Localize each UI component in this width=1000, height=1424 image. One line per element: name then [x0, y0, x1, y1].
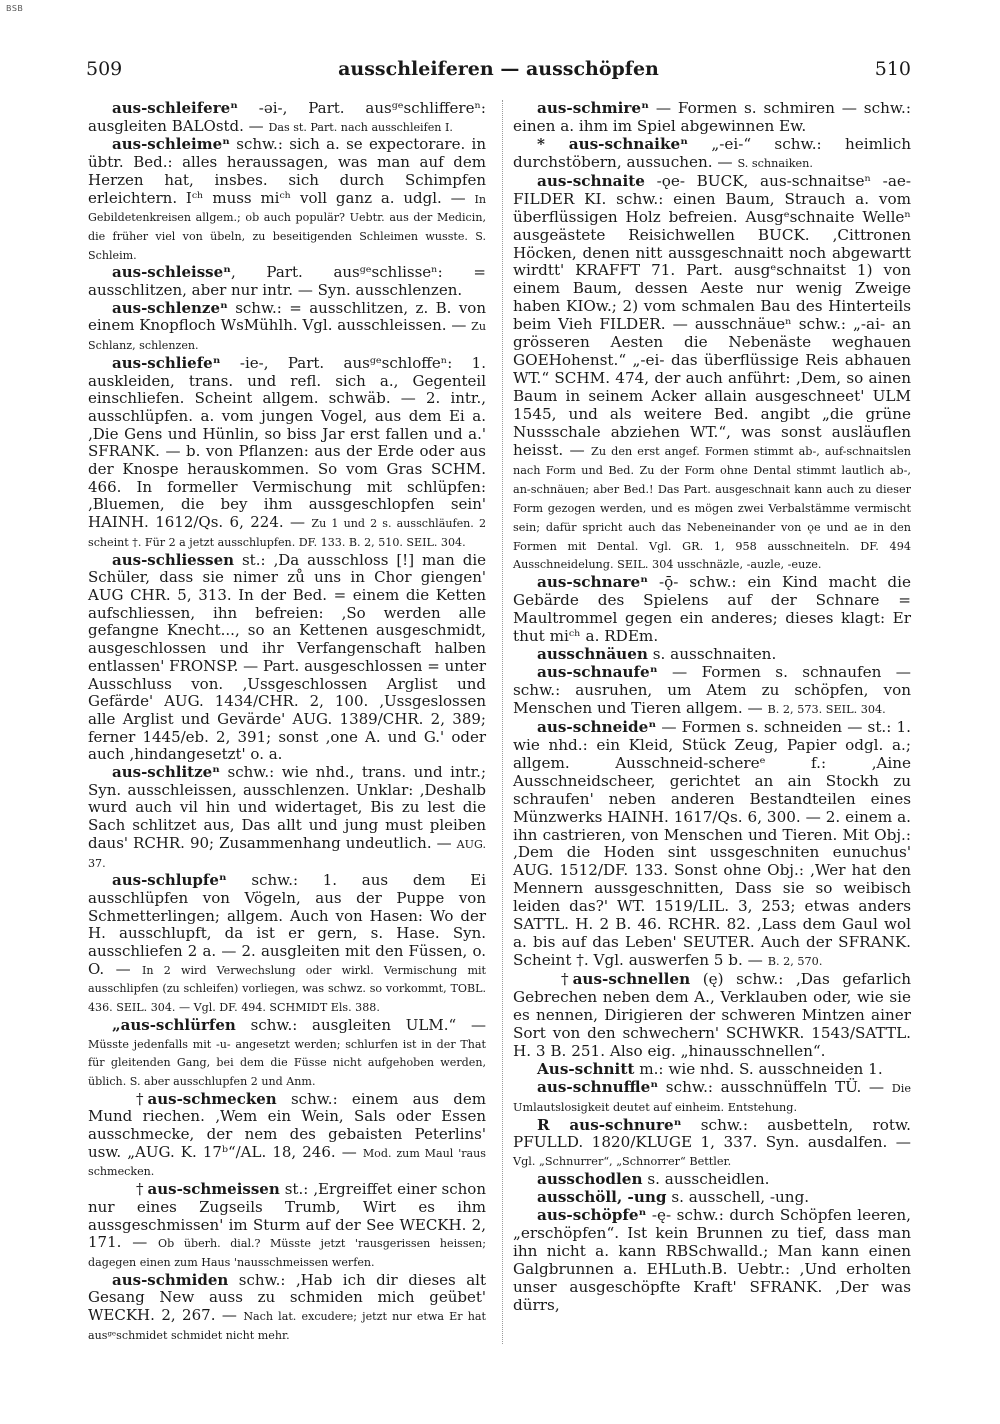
dictionary-entry	[513, 1061, 911, 1079]
dagger-mark: †	[136, 1089, 144, 1108]
entry-headword: aus-schliessen	[112, 550, 235, 569]
entry-definition: (ę) schw.: ‚Das gefarlich Gebrechen neben dem A., Verklauben oder, wie sie es nennen, Dirigieren der schweren Mintzen ainer Sort von den schwechern' SCHWKR. 1543/SATTL. H. 3 B. 251. Also eig. „hinausschnellen“.	[513, 970, 911, 1060]
entry-note: B. 2, 573. SEIL. 304.	[767, 702, 886, 716]
entry-headword: aus-schöpfeⁿ	[537, 1206, 647, 1225]
entry-definition: schw.: ausgleiten ULM.“ —	[235, 1015, 486, 1034]
entry-headword: * aus-schnaikeⁿ	[537, 134, 689, 153]
entry-definition: -ę- schw.: durch Schöpfen leeren, „erschöpfen“. Ist kein Brunnen zu tief, dass man ihn nicht a. kann RBSchwalld.; Man kann einen Galgbrunnen a. EHLuth.B. Uebtr.: ‚Und erholten unser ausgeschöpfte Kraft' SFRANK. ‚Der was dürrs,	[513, 1206, 911, 1314]
entry-headword: aus-schnuffleⁿ	[537, 1077, 659, 1096]
dictionary-entry	[513, 574, 911, 646]
entry-headword: ausschodlen	[537, 1170, 643, 1189]
dictionary-entry	[88, 100, 486, 136]
entry-note: Das st. Part. nach ausschleifen I.	[268, 120, 453, 134]
left-column	[88, 100, 486, 1345]
entry-definition: — Formen s. schnaufen — schw.: ausruhen, um Atem zu schöpfen, von Menschen und Tieren allgem. —	[513, 663, 911, 717]
right-column	[513, 100, 911, 1315]
entry-note: Zu Schlanz, schlenzen.	[88, 320, 486, 353]
entry-note: In Gebildetenkreisen allgem.; ob auch populär? Uebtr. aus der Medicin, die früher viel von übeln, zu beseitigenden Schleimen wusste. S. Schleim.	[88, 192, 486, 262]
dictionary-entry	[88, 264, 486, 299]
entry-definition: -ǭ- schw.: ein Kind macht die Gebärde des Spielens auf der Schnare = Maultrommel gegen ein anderes; dieses klagt: Er thut miᶜʰ a. RDEm.	[513, 573, 911, 646]
entry-headword: aus-schleisseⁿ	[112, 263, 231, 282]
dictionary-entry	[88, 300, 486, 355]
dictionary-entry	[88, 1017, 486, 1091]
entry-note: Die Umlautslosigkeit deutet auf einheim. Entstehung.	[513, 1081, 911, 1114]
entry-definition: — Formen s. schmiren — schw.: einen a. ihm im Spiel abgewinnen Ew.	[513, 99, 911, 135]
entry-note: Nach lat. excudere; jetzt nur etwa Er hat ausᵍᵉschmidet schmidet nicht mehr.	[88, 1310, 486, 1342]
entry-note: In 2 wird Verwechslung oder wirkl. Vermischung mit ausschlipfen (zu schleifen) vorliegen, was schwz. so vorkommt, TOBL. 436. SEIL. 304. — Vgl. DF. 494. SCHMIDT Els. 388.	[88, 963, 486, 1015]
entry-headword: R aus-schnureⁿ	[537, 1115, 682, 1134]
entry-definition: -ie-, Part. ausᵍᵉschloffeⁿ: 1. auskleiden, trans. und refl. sich a., Gegenteil einschliefen. Scheint allgem. schwäb. — 2. intr., ausschlüpfen. a. vom jungen Vogel, aus dem Ei a. ‚Die Gens und Hünlin, so biss Jar erst fallen und a.' SFRANK. — b. von Pflanzen: aus der Erde oder aus der Knospe herauskommen. So vom Gras SCHM. 466. In formeller Vermischung mit schlüpfen: ‚Bluemen, die bey ihm aussgeschlopfen sein' HAINH. 1612/Qs. 6, 224. —	[88, 353, 486, 532]
dictionary-entry	[88, 136, 486, 264]
entry-headword: aus-schlenzeⁿ	[112, 298, 228, 317]
entry-definition: -ǫe- BUCK, aus-schnaitseⁿ -ae- FILDER KI. schw.: einen Baum, Strauch a. vom überflüssigen Holz befreien. Ausgᵉschnaite Welleⁿ ausgeästete Reisichwellen BUCK. ‚Cittronen Höcken, denen nitt aussgeschnaitt noch abgewartt wirdtt' KRAFFT 71. Part. ausgᵉschnaitst 1) von einem Baum, dessen Aeste nur wenig Zweige haben KIOw.; 2) vom schmalen Bau des Hinterteils beim Vieh FILDER. — ausschnäueⁿ schw.: „-ai- an grösseren Aesten die Nebenäste weghauen GOEHohenst.“ „-ei- das überflüssige Reis abhauen WT.“ SCHM. 474, der auch anführt: ‚Dem, so ainen Baum in seinem Acker allain ausgeschneet' ULM 1545, und als weitere Bed. angibt „die grüne Nussschale abziehen WT.“, was sonst ausläuflen heisst. —	[513, 171, 911, 459]
dictionary-entry	[513, 173, 911, 575]
entry-headword: aus-schnaufeⁿ	[537, 663, 658, 682]
entry-note: AUG. 37.	[88, 837, 486, 870]
entry-note: B. 2, 570.	[767, 955, 823, 969]
entry-note: Ob überh. dial.? Müsste jetzt 'rausgerissen heissen; dagegen einen zum Haus 'nausschmeissen werfen.	[88, 1237, 486, 1269]
dictionary-entry	[513, 1171, 911, 1189]
entry-definition: „-ei-“ schw.: heimlich durchstöbern, aussuchen. —	[513, 134, 911, 171]
entry-headword: „aus-schlürfen	[112, 1015, 236, 1034]
entry-headword: aus-schmireⁿ	[537, 99, 649, 117]
entry-definition: schw.: ‚Hab ich dir dieses alt Gesang New auss zu schmiden mich geübet' WECKH. 2, 267. —	[88, 1270, 486, 1325]
dictionary-entry	[513, 646, 911, 664]
page-number-right: 510	[874, 58, 911, 80]
dagger-mark: †	[136, 1180, 144, 1199]
entry-definition: schw.: ausbetteln, rotw. PFULLD. 1820/KLUGE 1, 337. Syn. ausdalfen. —	[513, 1115, 911, 1152]
dictionary-entry	[513, 971, 911, 1061]
dictionary-entry	[513, 136, 911, 173]
entry-headword: aus-schmecken	[147, 1089, 277, 1108]
entry-headword: aus-schmiden	[112, 1270, 229, 1289]
entry-headword: aus-schnaite	[537, 171, 645, 190]
page-header	[86, 58, 911, 88]
running-title: ausschleiferen — ausschöpfen	[338, 58, 659, 80]
entry-headword: ausschöll, -ung	[537, 1188, 667, 1207]
dagger-mark: †	[561, 970, 569, 988]
dictionary-entry	[88, 1091, 486, 1182]
entry-note: Zu den erst angef. Formen stimmt ab-, auf-schnaitslen nach Form und Bed. Zu der Form ohne Dental stimmt lautlich ab-, an-schnäuen; aber Bed.! Das Part. ausgeschnait kann auch zu dieser Form gezogen werden, und es mögen zwei Verbalstämme vermischt sein; dafür spricht auch das Nebeneinander von ǫe und ae in den Formen mit Dental. Vgl. GR. 1, 958 ausschneiteln. DF. 494 Ausschneidelung. SEIL. 304 usschnäzle, -auzle, -euze.	[513, 444, 911, 572]
entry-definition: , Part. ausᵍᵉschlisseⁿ: = ausschlitzen, aber nur intr. — Syn. ausschlenzen.	[88, 263, 486, 300]
entry-headword: Aus-schnitt	[537, 1059, 635, 1078]
entry-definition: -əi-, Part. ausᵍᵉschliffereⁿ: ausgleiten BALOstd. —	[88, 99, 486, 135]
library-stamp: BSB	[6, 4, 24, 13]
entry-headword: aus-schneideⁿ	[537, 717, 657, 736]
entry-definition: schw.: einem aus dem Mund riechen. ‚Wem ein Wein, Sals oder Essen ausschmecke, der nem des gebaisten Peterlins' usw. „AUG. K. 17ᵇ“/AL. 18, 246. —	[88, 1089, 486, 1161]
entry-note: Müsste jedenfalls mit -u- angesetzt werden; schlurfen ist in der That für gleitenden Gang, bei dem die Füsse nicht aufgehoben werden, üblich. S. aber ausschlupfen 2 und Anm.	[88, 1037, 486, 1088]
entry-headword: aus-schmeissen	[147, 1180, 280, 1199]
entry-headword: aus-schlupfeⁿ	[112, 871, 227, 890]
entry-definition: s. ausschnaiten.	[647, 645, 777, 664]
entry-note: Mod. zum Maul 'raus schmecken.	[88, 1146, 486, 1179]
entry-headword: aus-schliefeⁿ	[112, 353, 221, 372]
entry-definition: schw.: sich a. se expectorare. in übtr. Bed.: alles heraussagen, was man auf dem Herzen hat, insbes. sich durch Schimpfen erleichtern. Iᶜʰ muss miᶜʰ voll ganz a. udgl. —	[88, 135, 486, 207]
dictionary-entry	[513, 1079, 911, 1117]
entry-definition: s. ausscheidlen.	[642, 1170, 770, 1189]
entry-definition: — Formen s. schneiden — st.: 1. wie nhd.: ein Kleid, Stück Zeug, Papier odgl. a.; allgem. Ausschneid-schereᵉ f.: ‚Aine Ausschneidscheer, gerichtet an ain Stockh zu schraufen' neben anderen Bestandteilen eines Münzwerks HAINH. 1617/Qs. 6, 300. — 2. einem a. ihn castrieren, von Menschen und Tieren. Mit Obj.: ‚Dem die Hoden sint ussgeschniten eunuchus' AUG. 1512/DF. 133. Sonst ohne Obj.: ‚Wer hat den Mennern aussgeschnitten, Dass sie so weibisch leiden das?' WT. 1519/LIL. 3, 253; etwas anders SATTL. H. 2 B. 46. RCHR. 82. ‚Lass dem Gaul wol a. bis auf das Leben' SEUTER. Auch der SFRANK. Scheint †. Vgl. auswerfen 5 b. —	[513, 717, 911, 970]
entry-headword: aus-schnellen	[572, 970, 691, 988]
entry-definition: st.: ‚Ergreiffet einer schon nur eines Zugseils Trumb, Wirt es ihm aussgeschmissen' im Sturm auf der See WECKH. 2, 171. —	[88, 1180, 486, 1252]
entry-definition: m.: wie nhd. S. ausschneiden 1.	[634, 1059, 883, 1078]
dictionary-entry	[88, 355, 486, 552]
dictionary-entry	[88, 552, 486, 764]
dictionary-entry	[513, 100, 911, 136]
dictionary-entry	[513, 1189, 911, 1207]
entry-headword: aus-schnareⁿ	[537, 573, 649, 592]
entry-headword: aus-schleifereⁿ	[112, 99, 238, 117]
dictionary-entry	[513, 1117, 911, 1172]
column-divider	[502, 100, 503, 1344]
entry-definition: s. ausschell, -ung.	[666, 1188, 810, 1207]
dictionary-entry	[513, 1207, 911, 1315]
entry-note: Zu 1 und 2 s. ausschläufen. 2 scheint †. Für 2 a jetzt ausschlupfen. DF. 133. B. 2, 510. SEIL. 304.	[88, 517, 487, 549]
entry-definition: schw.: ausschnüffeln TÜ. —	[658, 1077, 892, 1096]
dictionary-entry	[88, 1181, 486, 1272]
entry-headword: aus-schleimeⁿ	[112, 135, 230, 154]
entry-definition: st.: ‚Da ausschloss [!] man die Schüler, dass sie nimer zů uns in Chor giengen' AUG CHR. 5, 313. In der Bed. = einem die Ketten aufschliessen, ihn befreien: ‚So werden alle gefangne Knecht..., so an Kettenen ausgeschmidt, ausgeschlossen und ihr Verfangenschaft halben entlassen' FRONSP. — Part. ausgeschlossen = unter Ausschluss von. ‚Ussgeschlossen Arglist und Gefärde' AUG. 1434/CHR. 2, 100. ‚Ussgeslossen alle Arglist und Gevärde' AUG. 1389/CHR. 2, 389; ferner 1445/eb. 2, 391; sonst ‚one A. und G.' oder auch ‚hindangesetzt' o. a.	[88, 550, 486, 764]
entry-headword: ausschnäuen	[537, 645, 648, 664]
dictionary-entry	[513, 719, 911, 971]
dictionary-entry	[513, 664, 911, 719]
dictionary-entry	[88, 1272, 486, 1345]
page-number-left: 509	[86, 58, 123, 80]
dictionary-entry	[88, 872, 486, 1017]
dictionary-entry	[88, 764, 486, 872]
entry-headword: aus-schlitzeⁿ	[112, 763, 220, 782]
entry-definition: schw.: 1. aus dem Ei ausschlüpfen von Vögeln, aus der Puppe von Schmetterlingen; allgem. Auch von Hasen: Wo der H. ausschlupft, da ist er gern, s. Hase. Syn. ausschliefen 2 a. — 2. ausgleiten mit den Füssen, o. O. —	[88, 871, 486, 978]
entry-definition: schw.: = ausschlitzen, z. B. von einem Knopfloch WsMühlh. Vgl. ausschleissen. —	[88, 298, 486, 335]
entry-note: Vgl. „Schnurrer“, „Schnorrer“ Bettler.	[513, 1155, 732, 1169]
entry-note: S. schnaiken.	[737, 156, 813, 170]
entry-definition: schw.: wie nhd., trans. und intr.; Syn. ausschleissen, ausschlenzen. Unklar: ‚Deshalb wurd auch vil hin und widertaget, Bis zu lest die Sach schlitzet aus, Das allt und jung must pleiben daus' RCHR. 90; Zusammenhang undeutlich. —	[88, 763, 486, 852]
